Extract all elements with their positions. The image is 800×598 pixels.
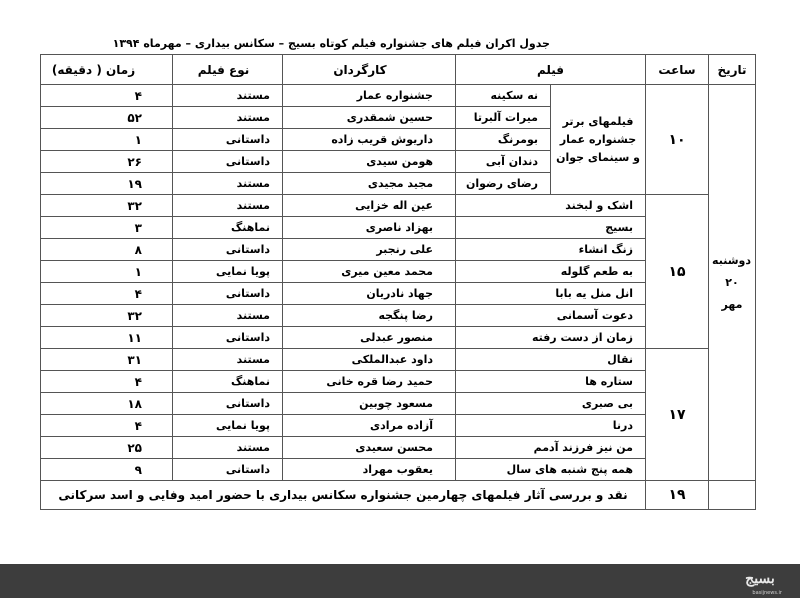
director-cell: داود عبدالملکی xyxy=(283,349,456,371)
closing-session-row xyxy=(41,481,756,510)
director-cell: داریوش قریب زاده xyxy=(283,129,456,151)
director-cell: محمد معین میری xyxy=(283,261,456,283)
duration-cell: ۹ xyxy=(41,459,173,481)
group-label-cell: فیلمهای برتر جشنواره عمار و سینمای جوان xyxy=(551,85,646,195)
table-body xyxy=(41,85,756,510)
director-cell: منصور عبدلی xyxy=(283,327,456,349)
film-type-cell: داستانی xyxy=(173,239,283,261)
date-line: دوشنبه xyxy=(712,253,751,267)
date-line: مهر xyxy=(721,297,743,311)
film-title-cell: بسیج xyxy=(456,217,646,239)
table-row xyxy=(41,195,756,217)
film-type-cell: داستانی xyxy=(173,459,283,481)
duration-cell: ۳ xyxy=(41,217,173,239)
film-type-cell: داستانی xyxy=(173,393,283,415)
film-title-cell: اشک و لبخند xyxy=(456,195,646,217)
closing-session-time: ۱۹ xyxy=(646,481,709,510)
header-date: تاریخ xyxy=(709,55,756,85)
duration-cell: ۱۱ xyxy=(41,327,173,349)
film-type-cell: مستند xyxy=(173,85,283,107)
film-type-cell: مستند xyxy=(173,173,283,195)
director-cell: رضا پنگجه xyxy=(283,305,456,327)
table-row xyxy=(41,85,756,107)
film-type-cell: مستند xyxy=(173,305,283,327)
film-title-cell: من نیز فرزند آدمم xyxy=(456,437,646,459)
film-type-cell: مستند xyxy=(173,349,283,371)
time-cell: ۱۰ xyxy=(646,85,709,195)
film-type-cell: داستانی xyxy=(173,151,283,173)
duration-cell: ۱ xyxy=(41,261,173,283)
film-type-cell: مستند xyxy=(173,437,283,459)
film-type-cell: داستانی xyxy=(173,327,283,349)
header-film: فیلم xyxy=(456,55,646,85)
film-type-cell: نماهنگ xyxy=(173,217,283,239)
film-title-cell: دندان آبی xyxy=(456,151,551,173)
header-type: نوع فیلم xyxy=(173,55,283,85)
duration-cell: ۱۹ xyxy=(41,173,173,195)
table-row xyxy=(41,349,756,371)
footer-bar xyxy=(0,564,800,598)
film-type-cell: داستانی xyxy=(173,129,283,151)
closing-session-description: نقد و بررسی آثار فیلمهای چهارمین جشنواره سکانس بیداری با حضور امید وفایی و اسد سرکانی xyxy=(41,481,646,510)
film-title-cell: به طعم گلوله xyxy=(456,261,646,283)
film-title-cell: درنا xyxy=(456,415,646,437)
basij-logo: بسیج xyxy=(745,571,775,587)
film-type-cell: پویا نمایی xyxy=(173,415,283,437)
film-title-cell: میرات آلبرتا xyxy=(456,107,551,129)
screening-schedule-table xyxy=(40,54,756,510)
director-cell: هومن سیدی xyxy=(283,151,456,173)
logo-website: basijnews.ir xyxy=(752,590,782,596)
duration-cell: ۴ xyxy=(41,85,173,107)
director-cell: جشنواره عمار xyxy=(283,85,456,107)
date-line: ۲۰ xyxy=(725,275,739,289)
duration-cell: ۲۵ xyxy=(41,437,173,459)
duration-cell: ۱۸ xyxy=(41,393,173,415)
film-title-cell: رضای رضوان xyxy=(456,173,551,195)
film-type-cell: پویا نمایی xyxy=(173,261,283,283)
time-cell: ۱۵ xyxy=(646,195,709,349)
director-cell: علی رنجبر xyxy=(283,239,456,261)
film-type-cell: نماهنگ xyxy=(173,371,283,393)
director-cell: جهاد نادریان xyxy=(283,283,456,305)
film-title-cell: نقال xyxy=(456,349,646,371)
duration-cell: ۳۲ xyxy=(41,305,173,327)
film-title-cell: بومرنگ xyxy=(456,129,551,151)
film-title-cell: زمان از دست رفته xyxy=(456,327,646,349)
date-cell xyxy=(709,85,756,481)
film-title-cell: نه سکینه xyxy=(456,85,551,107)
director-cell: آزاده مرادی xyxy=(283,415,456,437)
duration-cell: ۲۶ xyxy=(41,151,173,173)
director-cell: یعقوب مهراد xyxy=(283,459,456,481)
director-cell: مجید مجیدی xyxy=(283,173,456,195)
film-title-cell: ستاره ها xyxy=(456,371,646,393)
film-type-cell: داستانی xyxy=(173,283,283,305)
document-title: جدول اکران فیلم های جشنواره فیلم کوتاه بسیج – سکانس بیداری – مهرماه ۱۳۹۴ xyxy=(112,37,550,50)
film-title-cell: انل منل یه بابا xyxy=(456,283,646,305)
time-cell: ۱۷ xyxy=(646,349,709,481)
closing-session-date-cell xyxy=(709,481,756,510)
header-duration: زمان ( دقیقه) xyxy=(41,55,173,85)
duration-cell: ۱ xyxy=(41,129,173,151)
film-type-cell: مستند xyxy=(173,195,283,217)
film-title-cell: زنگ انشاء xyxy=(456,239,646,261)
director-cell: عین اله خزایی xyxy=(283,195,456,217)
duration-cell: ۴ xyxy=(41,371,173,393)
film-title-cell: دعوت آسمانی xyxy=(456,305,646,327)
director-cell: حسین شمقدری xyxy=(283,107,456,129)
director-cell: محسن سعیدی xyxy=(283,437,456,459)
film-title-cell: همه پنج شنبه های سال xyxy=(456,459,646,481)
duration-cell: ۴ xyxy=(41,415,173,437)
duration-cell: ۸ xyxy=(41,239,173,261)
director-cell: حمید رضا قره خانی xyxy=(283,371,456,393)
duration-cell: ۳۲ xyxy=(41,195,173,217)
film-type-cell: مستند xyxy=(173,107,283,129)
duration-cell: ۴ xyxy=(41,283,173,305)
header-time: ساعت xyxy=(646,55,709,85)
duration-cell: ۵۲ xyxy=(41,107,173,129)
duration-cell: ۳۱ xyxy=(41,349,173,371)
table-header-row xyxy=(41,55,756,85)
director-cell: مسعود چوبین xyxy=(283,393,456,415)
film-title-cell: بی صبری xyxy=(456,393,646,415)
director-cell: بهزاد ناصری xyxy=(283,217,456,239)
header-director: کارگردان xyxy=(283,55,456,85)
